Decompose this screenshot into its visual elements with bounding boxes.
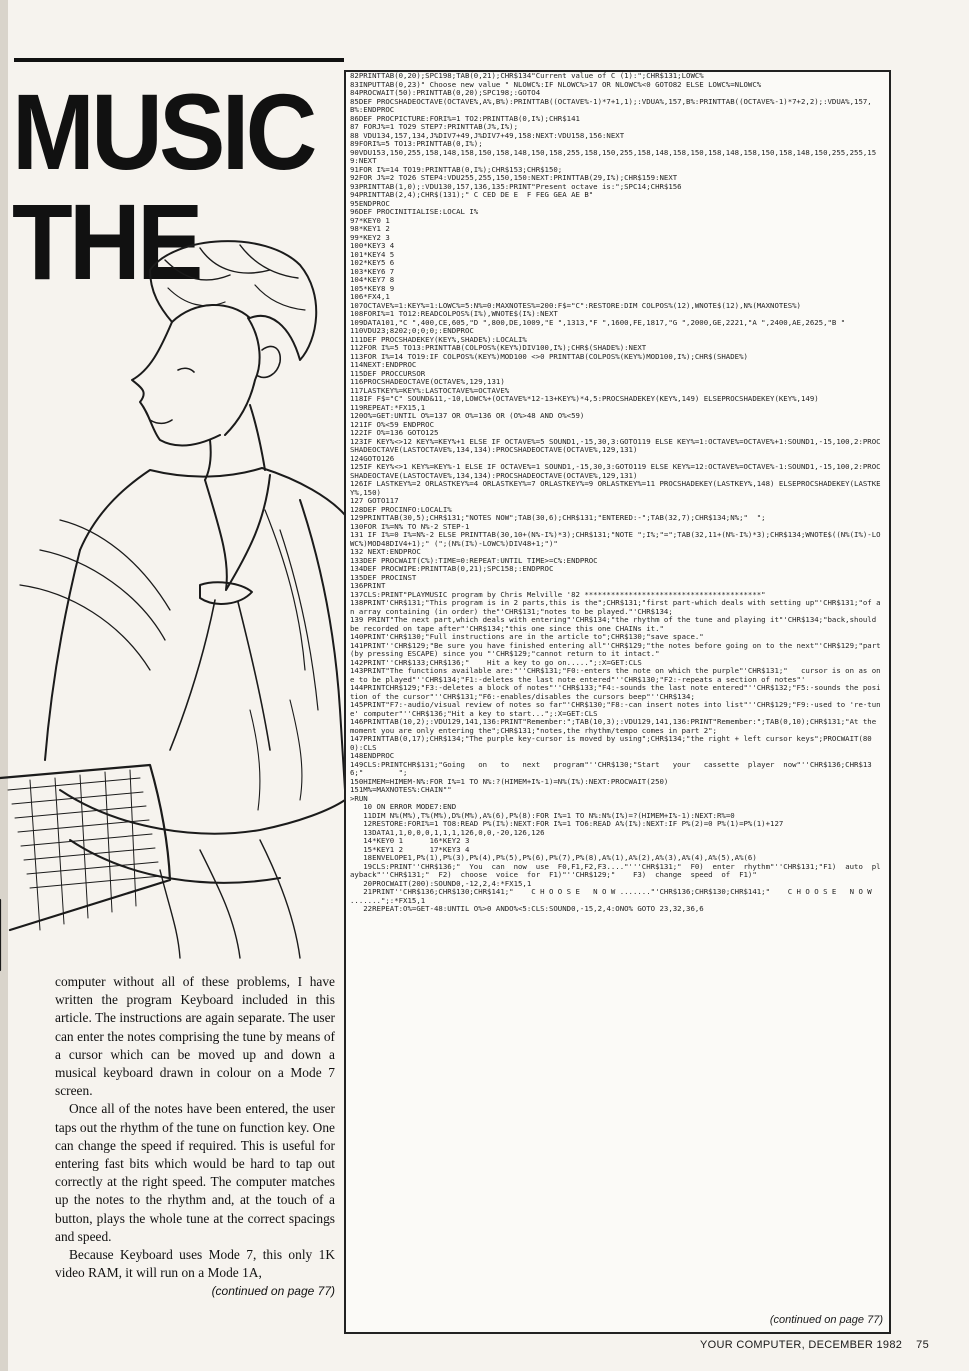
page-number: 75 <box>916 1339 930 1351</box>
headline-line-1: MUSIC <box>12 71 314 192</box>
hair-outline <box>150 241 316 360</box>
listing-continued-note: (continued on page 77) <box>769 1314 883 1326</box>
body-continued-note: (continued on page 77) <box>211 1284 335 1299</box>
page-footer <box>700 1339 940 1351</box>
sailor-collar <box>80 468 345 590</box>
top-rule <box>14 58 344 62</box>
program-listing: 82PRINTTAB(0,20);SPC198;TAB(0,21);CHR$134"Current value of C (1):";CHR$131;LOWC% 83INPUTTAB(0,23)" Choose new value " NLOWC%:IF NLOWC%>17 OR NLOWC%<0 GOTO82 ELSE LOWC%=NLOWC% 84PROCWAIT(50):PRINTTAB(0,20);SPC198;:GOTO4 85DEF PROCSHADEOCTAVE(OCTAVE%,A%,B%):PRINTTAB((OCTAVE%-1)*7+1,1);:VDUA%,157,B%:PRINTTAB((OCTAVE%-1)*7+2,2);:VDUA%,157,B%:ENDPROC 86DEF PROCPICTURE:FORI%=1 TO2:PRINTTAB(0,I%);CHR$141 87 FORJ%=1 TO29 STEP7:PRINTTAB(J%,I%); 88 VDU134,157,134,J%DIV7+49,J%DIV7+49,158:NEXT:VDU158,156:NEXT 89FORI%=5 TO13:PRINTTAB(0,I%); 90VDU153,150,255,158,148,158,150,158,148,150,158,255,158,150,255,158,148,158,150,158,148,158,150,158,148,150,255,255,159:NEXT 91FOR I%=14 TO19:PRINTTAB(0,I%);CHR$153;CHR$150; 92FOR J%=2 TO26 STEP4:VDU255,255,150,150:NEXT:PRINTTAB(29,I%);CHR$159:NEXT 93PRINTTAB(1,0);:VDU130,157,136,135:PRINT"Present octave is:";SPC14;CHR$156 94PRINTTAB(2,4);CHR$(131);" C CED DE E F FEG GEA AE B" 95ENDPROC 96DEF PROCINITIALISE:LOCAL I% 97*KEY0 1 98*KEY1 2 99*KEY2 3 100*KEY3 4 101*KEY4 5 102*KEY5 6 103*KEY6 7 104*KEY7 8 105*KEY8 9 106*FX4,1 107OCTAVE%=1:KEY%=1:LOWC%=5:N%=0:MAXNOTES%=200:F$="C":RESTORE:DIM COLPOS%(12),WNOTE$(12),N%(MAXNOTES%) 108FORI%=1 TO12:READCOLPOS%(I%),WNOTE$(I%):NEXT 109DATA101,"C ",400,CE,605,"D ",800,DE,1009,"E ",1313,"F ",1600,FE,1817,"G ",2000,GE,2221,"A ",2400,AE,2625,"B " 110VDU23;8202;0;0;0;:ENDPROC 111DEF PROCSHADEKEY(KEY%,SHADE%):LOCALI% 112FOR I%=5 TO13:PRINTTAB(COLPOS%(KEY%)DIV100,I%);CHR$(SHADE%):NEXT 113FOR I%=14 TO19:IF COLPOS%(KEY%)MOD100 <>0 PRINTTAB(COLPOS%(KEY%)MOD100,I%);CHR$(SHADE%) 114NEXT:ENDPROC 115DEF PROCCURSOR 116PROCSHADEOCTAVE(OCTAVE%,129,131) 117LASTKEY%=KEY%:LASTOCTAVE%=OCTAVE% 118IF F$="C" SOUND&11,-10,LOWC%+(OCTAVE%*12-13+KEY%)*4,5:PROCSHADEKEY(KEY%,149) ELSEPROCSHADEKEY(KEY%,149) 119REPEAT:*FX15,1 120O%=GET:UNTIL O%=137 OR O%=136 OR (O%>48 AND O%<59) 121IF O%<59 ENDPROC 122IF O%=136 GOTO125 123IF KEY%<>12 KEY%=KEY%+1 ELSE IF OCTAVE%=5 SOUND1,-15,30,3:GOTO119 ELSE KEY%=1:OCTAVE%=OCTAVE%+1:SOUND1,-15,100,2:PROCSHADEOCTAVE(LASTOCTAVE%,134,134):PROCSHADEOCTAVE(OCTAVE%,129,131) 124GOTO126 125IF KEY%<>1 KEY%=KEY%-1 ELSE IF OCTAVE%=1 SOUND1,-15,30,3:GOTO119 ELSE KEY%=12:OCTAVE%=OCTAVE%-1:SOUND1,-15,100,2:PROCSHADEOCTAVE(LASTOCTAVE%,134,134):PROCSHADEOCTAVE(OCTAVE%,129,131) 126IF LASTKEY%=2 ORLASTKEY%=4 ORLASTKEY%=7 ORLASTKEY%=9 ORLASTKEY%=11 PROCSHADEKEY(LASTKEY%,148) ELSEPROCSHADEKEY(LASTKEY%,150) 127 GOTO117 128DEF PROCINFO:LOCALI% 129PRINTTAB(30,5);CHR$131;"NOTES NOW";TAB(30,6);CHR$131;"ENTERED:-";TAB(32,7);CHR$134;N%;" "; 130FOR I%=N% TO N%-2 STEP-1 131 IF I%=0 I%=N%-2 ELSE PRINTTAB(30,10+(N%-I%)*3);CHR$131;"NOTE ";I%;"=";TAB(32,11+(N%-I%)*3);CHR$134;WNOTE$((N%(I%)-LOWC%)MOD48DIV4+1);" (";(N%(I%)-LOWC%)DIV48+1;")" 132 NEXT:ENDPROC 133DEF PROCWAIT(C%):TIME=0:REPEAT:UNTIL TIME>=C%:ENDPROC 134DEF PROCWIPE:PRINTTAB(0,21);SPC158;:ENDPROC 135DEF PROCINST 136PRINT 137CLS:PRINT"PLAYMUSIC program by Chris Melville '82 ****************************************" 138PRINT'CHR$131;"This program is in 2 parts,this is the";CHR$131;"first part-which deals with setting up"'CHR$131;"of an array containing (in order) the"'CHR$131;"notes to be played."'CHR$134; 139 PRINT"The next part,which deals with entering"'CHR$134;"the rhythm of the tune and playing it"'CHR$134;"back,should be recorded on tape after"'CHR$134;"this one since this one CHAINs it." 140PRINT'CHR$130;"Full instructions are in the article to";CHR$130;"save space." 141PRINT''CHR$129;"Be sure you have finished entering all"'CHR$129;"the notes before going on to the next"'CHR$129;"part (by pressing ESCAPE) since you "'CHR$129;"cannot return to it intact." 142PRINT''CHR$133;CHR$136;" Hit a key to go on.....";:X=GET:CLS 143PRINT"The functions available are:"''CHR$131;"F0:-enters the note on which the purple"'CHR$131;" cursor is on as one to be played"''CHR$134;"F1:-deletes the last note entered"''CHR$130;"F2:-repeats a section of notes"' 144PRINTCHR$129;"F3:-deletes a block of notes"''CHR$133;"F4:-sounds the last note entered"''CHR$132;"F5:-sounds the position of the cursor"''CHR$131;"F6:-enables/disables the cursors beep"''CHR$134; 145PRINT"F7:-audio/visual review of notes so far"'CHR$130;"F8:-can insert notes into list"''CHR$129;"F9:-used to 're-tune' computer"''CHR$136;"Hit a key to start...";:X=GET:CLS 146PRINTTAB(10,2);:VDU129,141,136:PRINT"Remember:";TAB(10,3);:VDU129,141,136:PRINT"Remember:";TAB(0,10);CHR$131;"At the moment you are only entering the";CHR$131;"notes,the rhythm/tempo comes in part 2"; 147PRINTTAB(0,17);CHR$134;"The purple key-cursor is moved by using";CHR$134;"the right + left cursor keys";PROCWAIT(800):CLS 148ENDPROC 149CLS:PRINTCHR$131;"Going on to next program"''CHR$130;"Start your cassette player now"''CHR$136;CHR$136;" "; 150HIMEM=HIMEM-N%:FOR I%=1 TO N%:?(HIMEM+I%-1)=N%(I%):NEXT:PROCWAIT(250) 151M%=MAXNOTES%:CHAIN"" >RUN 10 ON ERROR MODE7:END 11DIM N%(M%),T%(M%),D%(M%),A%(6),P%(8):FOR I%=1 TO N%:N%(I%)=?(HIMEM+I%-1):NEXT:R%=0 12RESTORE:FORI%=1 TO8:READ P%(I%):NEXT:FOR I%=1 TO6:READ A%(I%):NEXT:IF P%(2)=0 P%(1)=P%(1)+127 13DATA1,1,0,0,0,1,1,1,126,0,0,-20,126,126 14*KEY0 1 16*KEY2 3 15*KEY1 2 17*KEY3 4 18ENVELOPE1,P%(1),P%(3),P%(4),P%(5),P%(6),P%(7),P%(8),A%(1),A%(2),A%(3),A%(4),A%(5),A%(6) 19CLS:PRINT''CHR$136;" You can now use F0,F1,F2,F3...."'''CHR$131;" F0) enter rhythm"''CHR$131;"F1) auto playback"''CHR$131;" F2) choose voice for F1)"''CHR$129;" F3) change speed of F1)" 20PROCWAIT(200):SOUND0,-12,2,4:*FX15,1 21PRINT''CHR$136;CHR$130;CHR$141;" C H O O S E N O W ......."'CHR$136;CHR$130;CHR$141;" C H O O S E N O W .......";:*FX15,1 22REPEAT:O%=GET-48:UNTIL O%>0 ANDO%<5:CLS:SOUND0,-15,2,4:ONO% GOTO 23,32,36,6 <box>350 71 881 913</box>
body-paragraph: Because Keyboard uses Mode 7, this only 1K video RAM, it will run on a Mode 1A, <box>55 1247 335 1281</box>
boy-with-computer-illustration <box>0 230 345 958</box>
publication-line: YOUR COMPUTER, DECEMBER 1982 <box>700 1339 903 1351</box>
arm-sleeve <box>60 790 345 883</box>
face-outline <box>132 322 220 445</box>
trousers-folds <box>160 840 300 958</box>
article-body <box>55 973 335 1301</box>
body-paragraph: Once all of the notes have been entered, the user taps out the rhythm of the tune on function key. One can change the speed if required. This is useful for entering fast bits which would be hard to tap out correctly at the right speed. The computer matches up the notes to the rhythm and, at the touch of a button, plays the whole tune at the correct spacings and speed. <box>55 1101 335 1244</box>
body-paragraph: computer without all of these problems, I have written the program Keyboard included in this article. The instructions are again separate. The user can enter the notes comprising the tune by means of a cursor which can be moved up and down a musical keyboard drawn in colour on a Mode 7 screen. <box>55 974 335 1099</box>
headline-line-2: THE <box>12 181 200 302</box>
